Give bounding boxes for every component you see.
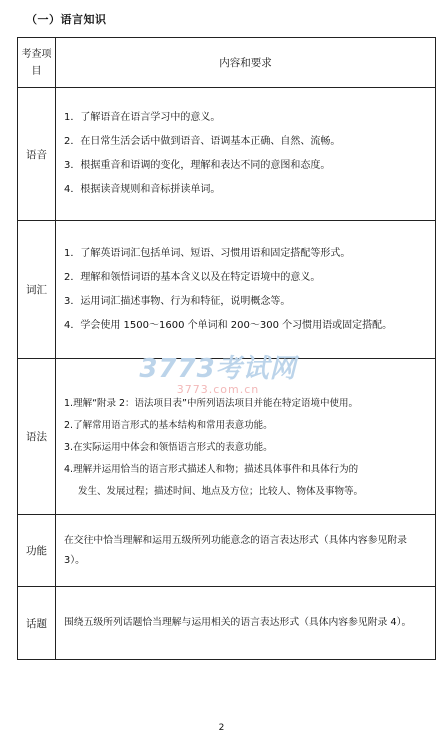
vocabulary-content	[56, 221, 436, 359]
category-grammar: 语法	[18, 359, 56, 515]
table-row-grammar	[18, 359, 436, 515]
category-topic: 话题	[18, 587, 56, 660]
phonetics-item: 1．了解语音在语言学习中的意义。	[64, 112, 221, 123]
category-phonetics: 语音	[18, 88, 56, 221]
header-category: 考查项目	[18, 38, 56, 88]
topic-text: 围绕五级所列话题恰当理解与运用相关的语言表达形式（具体内容参见附录 4）。	[56, 587, 436, 660]
language-knowledge-table	[17, 37, 436, 660]
phonetics-item: 4．根据读音规则和音标拼读单词。	[64, 184, 221, 195]
grammar-item-continuation: 发生、发展过程；描述时间、地点及方位；比较人、物体及事物等。	[78, 486, 364, 497]
phonetics-item: 3．根据重音和语调的变化，理解和表达不同的意图和态度。	[64, 160, 331, 171]
section-title: （一）语言知识	[26, 13, 107, 26]
phonetics-item: 2．在日常生活会话中做到语音、语调基本正确、自然、流畅。	[64, 136, 341, 147]
watermark-sub: 3773.com.cn	[176, 383, 260, 396]
grammar-item: 1.理解“附录 2：语法项目表”中所列语法项目并能在特定语境中使用。	[64, 398, 358, 409]
phonetics-content	[56, 88, 436, 221]
table-row-vocabulary	[18, 221, 436, 359]
page-number: 2	[218, 723, 225, 733]
table-header-row	[18, 38, 436, 88]
watermark-main: 3773考试网	[139, 354, 297, 384]
table-row-phonetics	[18, 88, 436, 221]
header-content: 内容和要求	[56, 38, 436, 88]
category-function: 功能	[18, 515, 56, 587]
vocabulary-item: 3．运用词汇描述事物、行为和特征，说明概念等。	[64, 295, 291, 307]
grammar-item: 3.在实际运用中体会和领悟语言形式的表意功能。	[64, 442, 273, 453]
vocabulary-item: 2．理解和领悟词语的基本含义以及在特定语境中的意义。	[64, 271, 321, 283]
grammar-item: 2.了解常用语言形式的基本结构和常用表意功能。	[64, 420, 273, 431]
grammar-content	[56, 359, 436, 515]
category-vocabulary: 词汇	[18, 221, 56, 359]
function-text: 在交往中恰当理解和运用五级所列功能意念的语言表达形式（具体内容参见附录 3）。	[56, 515, 436, 587]
table-row-function	[18, 515, 436, 587]
table-row-topic	[18, 587, 436, 660]
grammar-item: 4.理解并运用恰当的语言形式描述人和物；描述具体事件和具体行为的	[64, 464, 359, 475]
vocabulary-item: 1．了解英语词汇包括单词、短语、习惯用语和固定搭配等形式。	[64, 247, 351, 259]
vocabulary-item: 4．学会使用 1500～1600 个单词和 200～300 个习惯用语或固定搭配。	[64, 319, 393, 331]
